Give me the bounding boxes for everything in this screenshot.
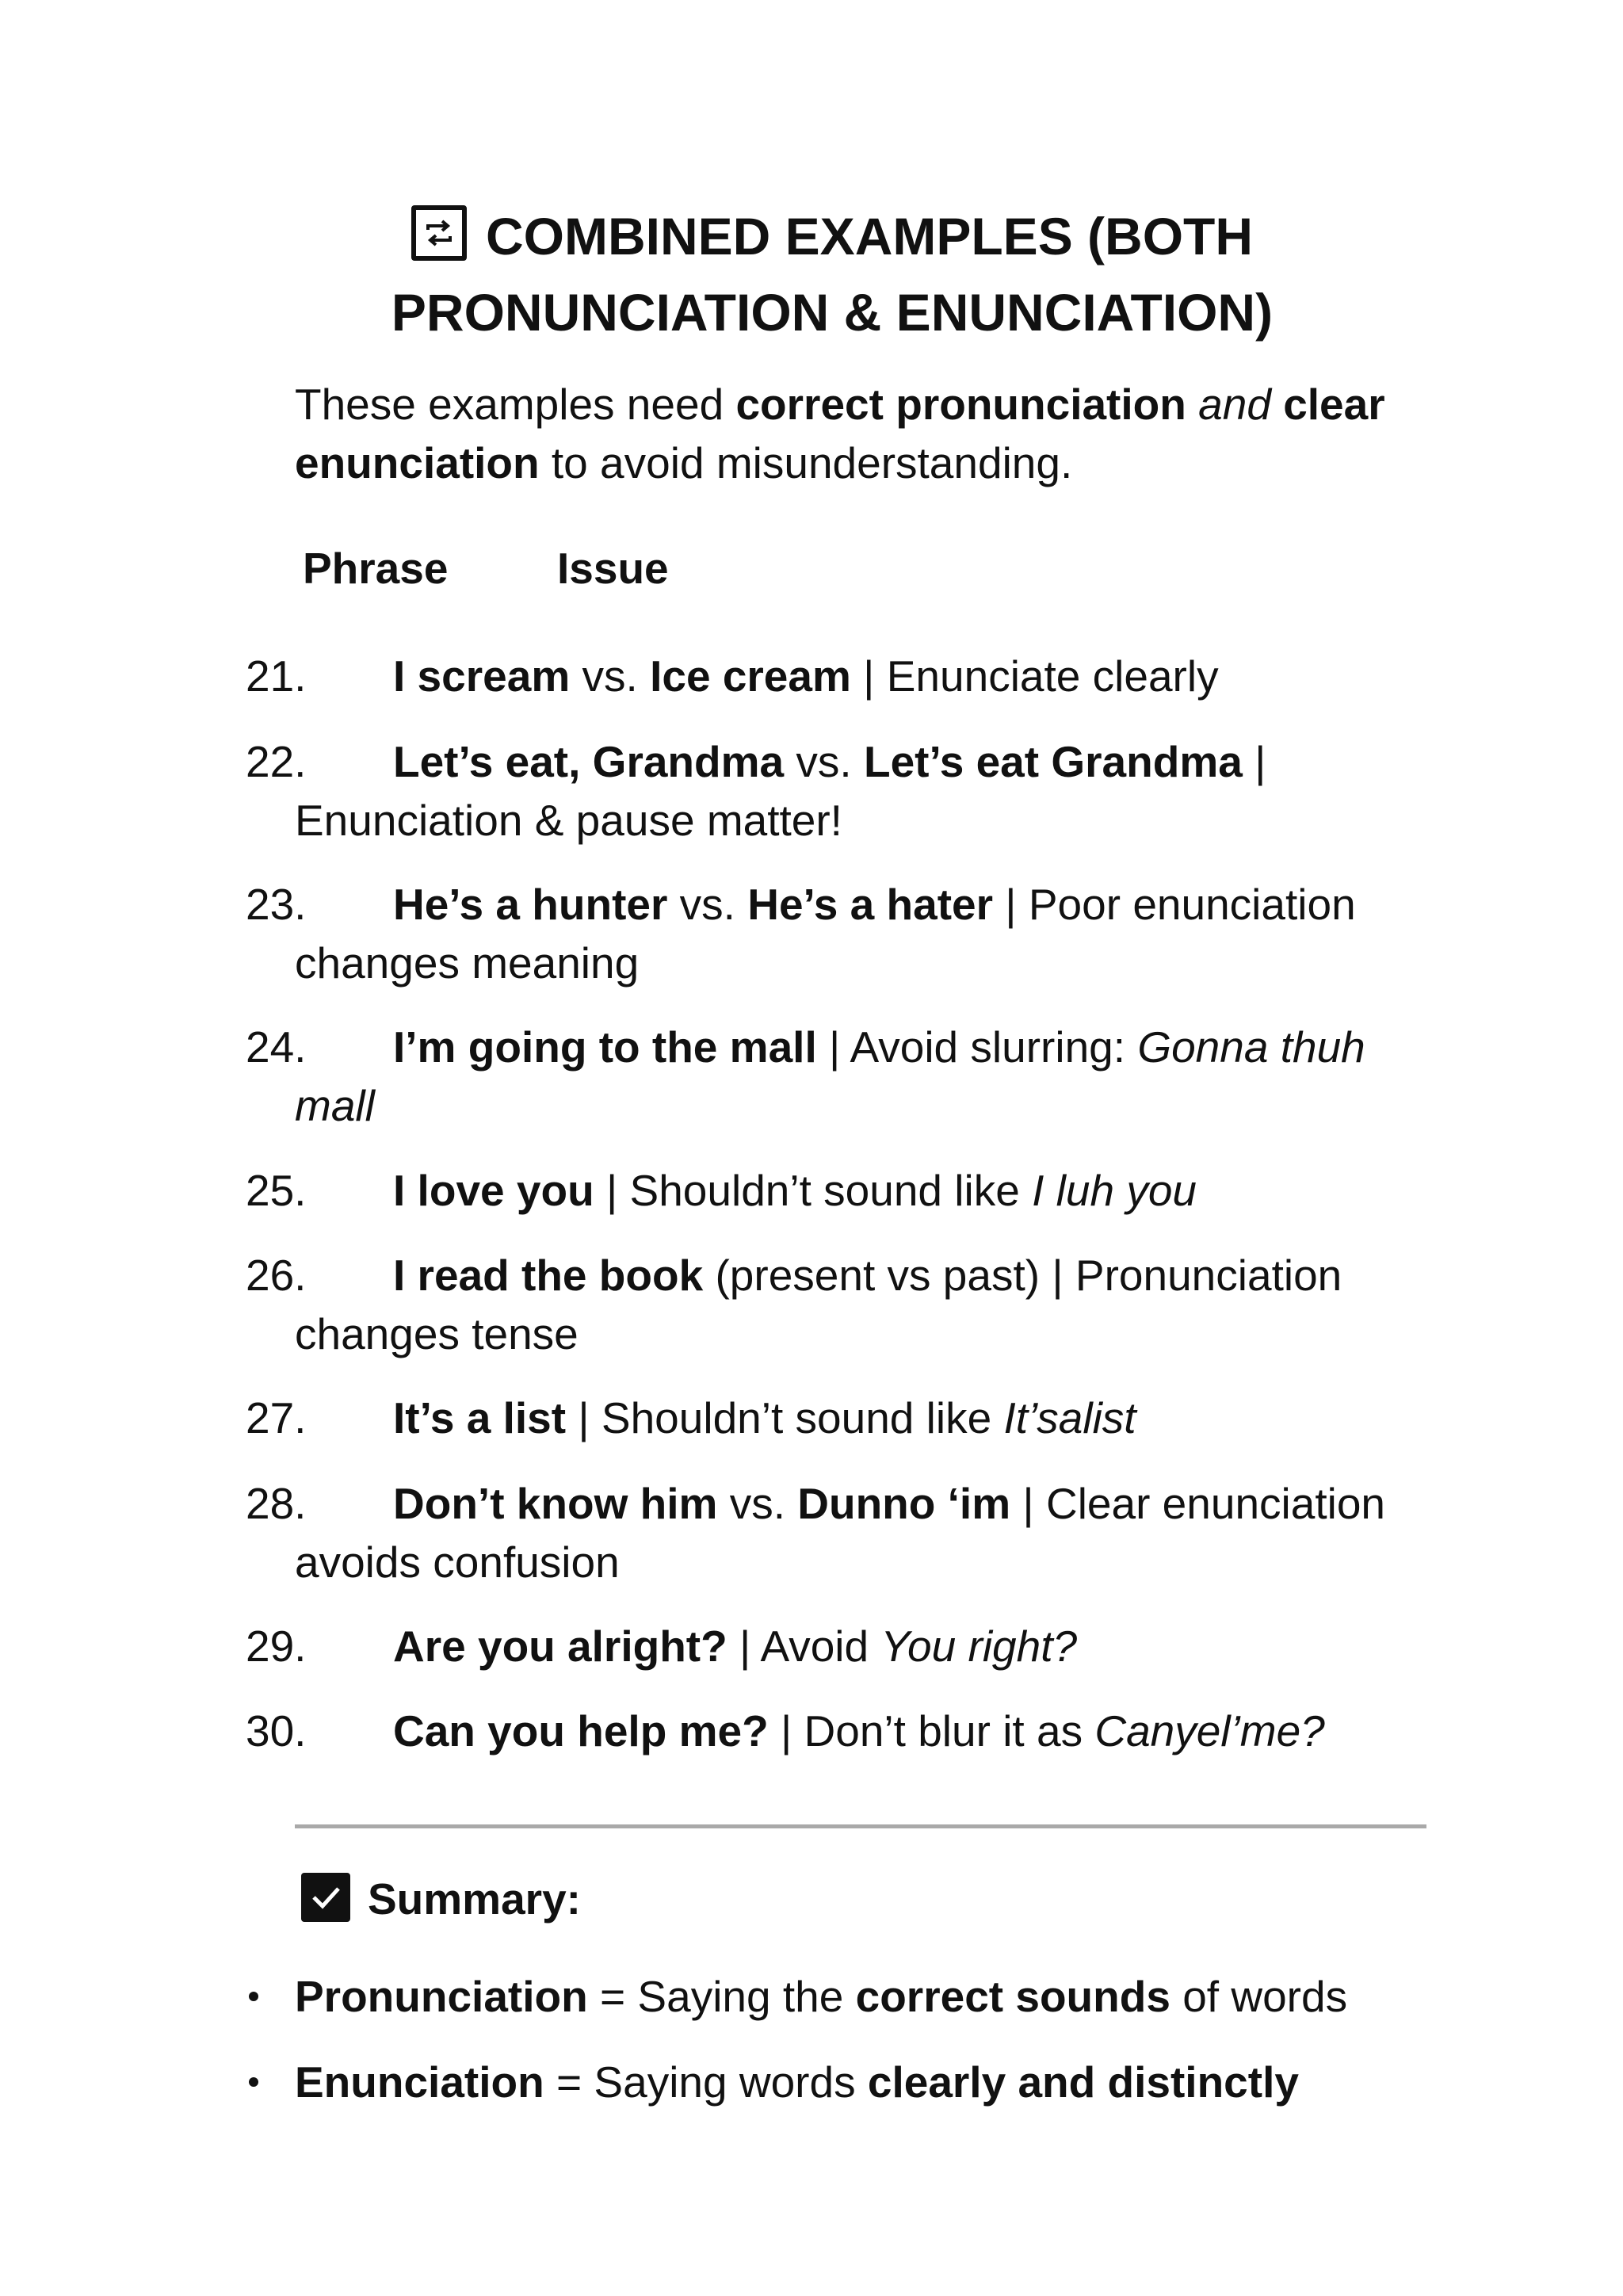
title-line-2: PRONUNCIATION & ENUNCIATION): [391, 283, 1274, 342]
title-line-1: COMBINED EXAMPLES (BOTH: [485, 207, 1254, 266]
item-text: It’s a list | Shouldn’t sound like It’salist: [393, 1393, 1136, 1442]
item-number: 28.: [246, 1479, 307, 1528]
item-text: Can you help me? | Don’t blur it as Canyel’me?: [393, 1706, 1325, 1755]
example-item: [246, 1617, 1420, 1675]
divider: [295, 1824, 1426, 1828]
example-item: [246, 1018, 1420, 1135]
item-number: 22.: [246, 737, 307, 786]
item-text: Let’s eat, Grandma vs. Let’s eat Grandma | Enunciation & pause matter!: [295, 737, 1266, 845]
example-item: [246, 647, 1420, 705]
example-item: [246, 732, 1420, 850]
summary-bullet: [295, 1967, 1420, 2026]
item-number: 29.: [246, 1622, 307, 1671]
bullet-dot-icon: [249, 2077, 258, 2087]
example-item: [246, 1161, 1420, 1220]
bullet-dot-icon: [249, 1992, 258, 2001]
intro-paragraph: These examples need correct pronunciation and clear enunciation to avoid misunderstanding.: [295, 380, 1385, 487]
item-text: I love you | Shouldn’t sound like I luh you: [393, 1166, 1197, 1215]
item-number: 21.: [246, 651, 307, 701]
item-number: 23.: [246, 880, 307, 929]
item-text: Don’t know him vs. Dunno ‘im | Clear enunciation avoids confusion: [295, 1479, 1386, 1587]
example-item: [246, 1474, 1420, 1591]
item-text: I scream vs. Ice cream | Enunciate clearly: [393, 651, 1219, 701]
example-item: [246, 1389, 1420, 1447]
item-number: 27.: [246, 1393, 307, 1442]
summary-heading: Summary:: [301, 1870, 581, 1928]
item-text: Are you alright? | Avoid You right?: [393, 1622, 1078, 1671]
item-number: 30.: [246, 1706, 307, 1755]
item-number: 24.: [246, 1022, 307, 1072]
item-text: I read the book (present vs past) | Pronunciation changes tense: [295, 1251, 1342, 1358]
summary-bullet: [295, 2053, 1420, 2111]
bullet-text: Pronunciation = Saying the correct sounds of words: [295, 1972, 1348, 2021]
item-number: 26.: [246, 1251, 307, 1300]
column-header-issue: Issue: [557, 544, 669, 593]
column-header-phrase: Phrase: [303, 544, 449, 593]
example-item: [246, 1702, 1420, 1760]
example-item: [246, 875, 1420, 992]
page-title: [317, 198, 1347, 350]
item-text: He’s a hunter vs. He’s a hater | Poor enunciation changes meaning: [295, 880, 1356, 988]
example-item: [246, 1246, 1420, 1363]
repeat-icon: [411, 205, 467, 261]
item-text: I’m going to the mall | Avoid slurring: Gonna thuh mall: [295, 1022, 1365, 1130]
checkbox-icon: [301, 1873, 350, 1922]
item-number: 25.: [246, 1166, 307, 1215]
bullet-text: Enunciation = Saying words clearly and distinctly: [295, 2057, 1299, 2107]
